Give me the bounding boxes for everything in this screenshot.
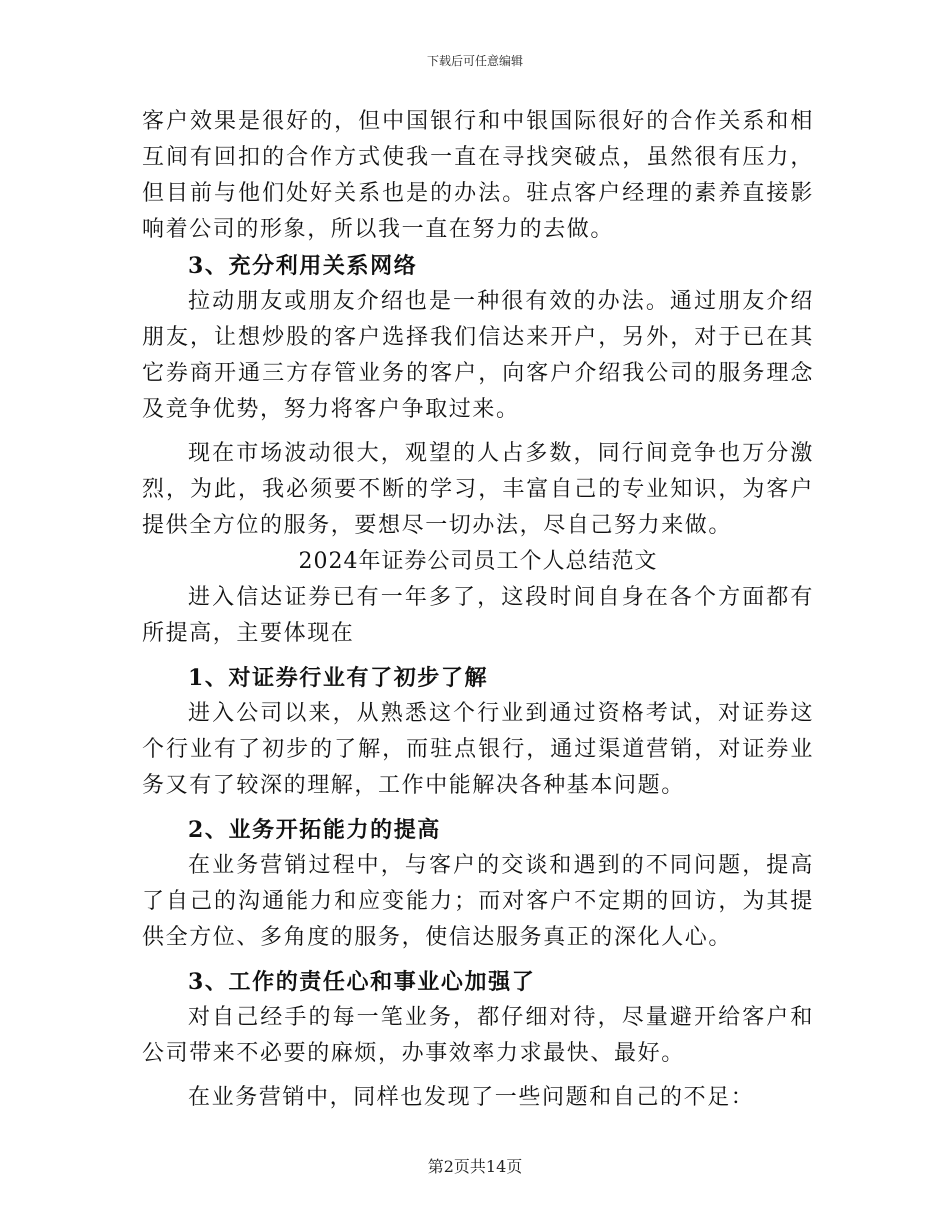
paragraph-friends: 拉动朋友或朋友介绍也是一种很有效的办法。通过朋友介绍朋友，让想炒股的客户选择我们信达来开户，另外，对于已在其它券商开通三方存管业务的客户，向客户介绍我公司的服务理念及竞争优势，努力将客户争取过来。: [142, 289, 814, 422]
paragraph-business: 在业务营销过程中，与客户的交谈和遇到的不同问题，提高了自己的沟通能力和应变能力；而对客户不定期的回访，为其提供全方位、多角度的服务，使信达服务真正的深化人心。: [142, 853, 814, 950]
document-body: [142, 104, 814, 1116]
paragraph-continuation: 客户效果是很好的，但中国银行和中银国际很好的合作关系和相互间有回扣的合作方式使我一直在寻找突破点，虽然很有压力，但目前与他们处好关系也是的办法。驻点客户经理的素养直接影响着公司的形象，所以我一直在努力的去做。: [142, 109, 814, 242]
paragraph-shortcomings: 在业务营销中，同样也发现了一些问题和自己的不足：: [188, 1085, 755, 1110]
page-footer: 第2页共14页: [427, 1157, 523, 1176]
document-title: 2024年证券公司员工个人总结范文: [298, 549, 658, 574]
page-header-note: 下载后可任意编辑: [426, 54, 523, 68]
paragraph-industry: 进入公司以来，从熟悉这个行业到通过资格考试，对证券这个行业有了初步的了解，而驻点银行，通过渠道营销，对证券业务又有了较深的理解，工作中能解决各种基本问题。: [142, 701, 814, 798]
section-heading-business: 2、业务开拓能力的提高: [188, 817, 441, 843]
paragraph-intro: 进入信达证券已有一年多了，这段时间自身在各个方面都有所提高，主要体现在: [142, 585, 814, 646]
paragraph-responsibility: 对自己经手的每一笔业务，都仔细对待，尽量避开给客户和公司带来不必要的麻烦，办事效率力求最快、最好。: [142, 1005, 814, 1066]
section-heading-responsibility: 3、工作的责任心和事业心加强了: [188, 969, 536, 995]
section-heading-industry: 1、对证券行业有了初步了解: [188, 665, 489, 691]
section-heading-network: 3、充分利用关系网络: [188, 253, 418, 279]
paragraph-market: 现在市场波动很大，观望的人占多数，同行间竞争也万分激烈，为此，我必须要不断的学习，丰富自己的专业知识，为客户提供全方位的服务，要想尽一切办法，尽自己努力来做。: [142, 441, 814, 538]
